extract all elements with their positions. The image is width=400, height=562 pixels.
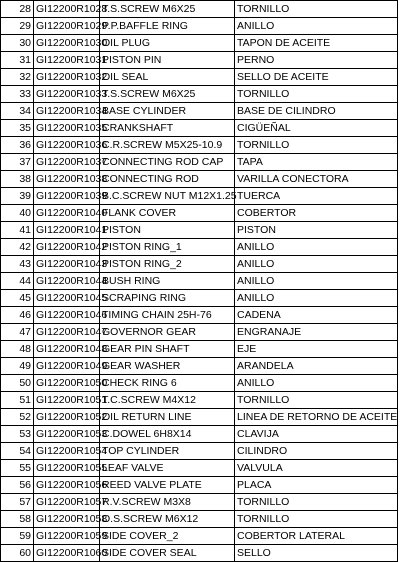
table-row [1,86,398,103]
part-code-cell: GI12200R1034 [34,103,100,120]
item-number-cell: 54 [1,443,34,460]
item-number-cell: 31 [1,52,34,69]
spanish-name-cell: SELLO DE ACEITE [235,69,398,86]
spanish-name-cell: TORNILLO [235,392,398,409]
part-code-cell: GI12200R1030 [34,35,100,52]
item-number-cell: 43 [1,256,34,273]
table-row [1,103,398,120]
item-number-cell: 53 [1,426,34,443]
part-code-cell: GI12200R1050 [34,375,100,392]
part-code-cell: GI12200R1040 [34,205,100,222]
table-row [1,273,398,290]
part-description-cell: REED VALVE PLATE [100,477,235,494]
part-code-cell: GI12200R1056 [34,477,100,494]
spanish-name-cell: ANILLO [235,290,398,307]
spanish-name-cell: VALVULA [235,460,398,477]
part-description-cell: TIMING CHAIN 25H-76 [100,307,235,324]
part-description-cell: BASE CYLINDER [100,103,235,120]
table-row [1,426,398,443]
spanish-name-cell: VARILLA CONECTORA [235,171,398,188]
spanish-name-cell: CLAVIJA [235,426,398,443]
table-row [1,205,398,222]
item-number-cell: 50 [1,375,34,392]
item-number-cell: 49 [1,358,34,375]
table-row [1,239,398,256]
part-code-cell: GI12200R1038 [34,171,100,188]
spanish-name-cell: ARANDELA [235,358,398,375]
item-number-cell: 57 [1,494,34,511]
table-row [1,324,398,341]
part-description-cell: FLANK COVER [100,205,235,222]
part-description-cell: OIL RETURN LINE [100,409,235,426]
spanish-name-cell: LINEA DE RETORNO DE ACEITE [235,409,398,426]
part-code-cell: GI12200R1044 [34,273,100,290]
table-row [1,375,398,392]
part-description-cell: BUSH RING [100,273,235,290]
part-code-cell: GI12200R1037 [34,154,100,171]
part-code-cell: GI12200R1060 [34,545,100,562]
spanish-name-cell: TUERCA [235,188,398,205]
spanish-name-cell: PISTON [235,222,398,239]
part-description-cell: P.P.BAFFLE RING [100,18,235,35]
table-row [1,545,398,562]
item-number-cell: 59 [1,528,34,545]
part-description-cell: SCRAPING RING [100,290,235,307]
table-row [1,18,398,35]
part-code-cell: GI12200R1052 [34,409,100,426]
item-number-cell: 58 [1,511,34,528]
spanish-name-cell: TORNILLO [235,1,398,18]
part-description-cell: TOP CYLINDER [100,443,235,460]
spanish-name-cell: TORNILLO [235,86,398,103]
parts-table-body [1,1,398,562]
table-row [1,528,398,545]
part-code-cell: GI12200R1028 [34,1,100,18]
item-number-cell: 44 [1,273,34,290]
part-code-cell: GI12200R1058 [34,511,100,528]
part-description-cell: CONNECTING ROD [100,171,235,188]
table-row [1,511,398,528]
item-number-cell: 52 [1,409,34,426]
part-description-cell: OIL SEAL [100,69,235,86]
spanish-name-cell: PLACA [235,477,398,494]
part-code-cell: GI12200R1032 [34,69,100,86]
item-number-cell: 46 [1,307,34,324]
part-description-cell: O.S.SCREW M6X12 [100,511,235,528]
spanish-name-cell: TORNILLO [235,511,398,528]
spanish-name-cell: COBERTOR LATERAL [235,528,398,545]
table-row [1,409,398,426]
part-description-cell: C.R.SCREW M5X25-10.9 [100,137,235,154]
spanish-name-cell: TAPA [235,154,398,171]
part-description-cell: OIL PLUG [100,35,235,52]
spanish-name-cell: SELLO [235,545,398,562]
spanish-name-cell: COBERTOR [235,205,398,222]
part-code-cell: GI12200R1042 [34,239,100,256]
part-description-cell: CHECK RING 6 [100,375,235,392]
spanish-name-cell: TORNILLO [235,137,398,154]
part-description-cell: B.C.SCREW NUT M12X1.25 [100,188,235,205]
table-row [1,154,398,171]
item-number-cell: 55 [1,460,34,477]
part-code-cell: GI12200R1029 [34,18,100,35]
spanish-name-cell: CADENA [235,307,398,324]
item-number-cell: 51 [1,392,34,409]
part-description-cell: T.S.SCREW M6X25 [100,1,235,18]
part-code-cell: GI12200R1051 [34,392,100,409]
item-number-cell: 30 [1,35,34,52]
item-number-cell: 33 [1,86,34,103]
table-row [1,307,398,324]
part-description-cell: T.C.SCREW M4X12 [100,392,235,409]
item-number-cell: 56 [1,477,34,494]
spanish-name-cell: ANILLO [235,256,398,273]
item-number-cell: 60 [1,545,34,562]
part-code-cell: GI12200R1035 [34,120,100,137]
spanish-name-cell: ANILLO [235,375,398,392]
item-number-cell: 28 [1,1,34,18]
table-row [1,460,398,477]
part-code-cell: GI12200R1055 [34,460,100,477]
part-description-cell: SIDE COVER_2 [100,528,235,545]
item-number-cell: 37 [1,154,34,171]
item-number-cell: 35 [1,120,34,137]
part-code-cell: GI12200R1041 [34,222,100,239]
part-description-cell: GEAR PIN SHAFT [100,341,235,358]
part-code-cell: GI12200R1059 [34,528,100,545]
item-number-cell: 47 [1,324,34,341]
part-code-cell: GI12200R1049 [34,358,100,375]
spanish-name-cell: TAPON DE ACEITE [235,35,398,52]
item-number-cell: 40 [1,205,34,222]
table-row [1,120,398,137]
item-number-cell: 34 [1,103,34,120]
spanish-name-cell: EJE [235,341,398,358]
spanish-name-cell: CILINDRO [235,443,398,460]
part-description-cell: LEAF VALVE [100,460,235,477]
item-number-cell: 39 [1,188,34,205]
part-description-cell: T.S.SCREW M6X25 [100,86,235,103]
part-code-cell: GI12200R1043 [34,256,100,273]
table-row [1,69,398,86]
part-description-cell: SIDE COVER SEAL [100,545,235,562]
spanish-name-cell: ANILLO [235,239,398,256]
table-row [1,477,398,494]
part-description-cell: CRANKSHAFT [100,120,235,137]
table-row [1,358,398,375]
table-row [1,171,398,188]
table-row [1,290,398,307]
spanish-name-cell: ANILLO [235,273,398,290]
table-row [1,222,398,239]
part-description-cell: PISTON RING_1 [100,239,235,256]
part-description-cell: PISTON PIN [100,52,235,69]
spanish-name-cell: PERNO [235,52,398,69]
part-code-cell: GI12200R1046 [34,307,100,324]
part-code-cell: GI12200R1057 [34,494,100,511]
part-code-cell: GI12200R1031 [34,52,100,69]
item-number-cell: 38 [1,171,34,188]
spanish-name-cell: ENGRANAJE [235,324,398,341]
spanish-name-cell: TORNILLO [235,494,398,511]
item-number-cell: 29 [1,18,34,35]
spanish-name-cell: ANILLO [235,18,398,35]
table-row [1,341,398,358]
part-code-cell: GI12200R1054 [34,443,100,460]
part-code-cell: GI12200R1039 [34,188,100,205]
part-code-cell: GI12200R1033 [34,86,100,103]
item-number-cell: 42 [1,239,34,256]
item-number-cell: 32 [1,69,34,86]
table-row [1,1,398,18]
table-row [1,188,398,205]
item-number-cell: 48 [1,341,34,358]
spanish-name-cell: BASE DE CILINDRO [235,103,398,120]
item-number-cell: 41 [1,222,34,239]
table-row [1,494,398,511]
part-description-cell: GEAR WASHER [100,358,235,375]
part-description-cell: PISTON RING_2 [100,256,235,273]
table-row [1,137,398,154]
part-description-cell: CONNECTING ROD CAP [100,154,235,171]
item-number-cell: 45 [1,290,34,307]
spanish-name-cell: CIGÜEÑAL [235,120,398,137]
item-number-cell: 36 [1,137,34,154]
part-code-cell: GI12200R1036 [34,137,100,154]
table-row [1,256,398,273]
table-row [1,392,398,409]
table-row [1,443,398,460]
part-description-cell: C.DOWEL 6H8X14 [100,426,235,443]
table-row [1,35,398,52]
part-code-cell: GI12200R1045 [34,290,100,307]
table-row [1,52,398,69]
part-code-cell: GI12200R1053 [34,426,100,443]
part-code-cell: GI12200R1047 [34,324,100,341]
part-description-cell: GOVERNOR GEAR [100,324,235,341]
part-description-cell: PISTON [100,222,235,239]
part-code-cell: GI12200R1048 [34,341,100,358]
part-description-cell: R.V.SCREW M3X8 [100,494,235,511]
